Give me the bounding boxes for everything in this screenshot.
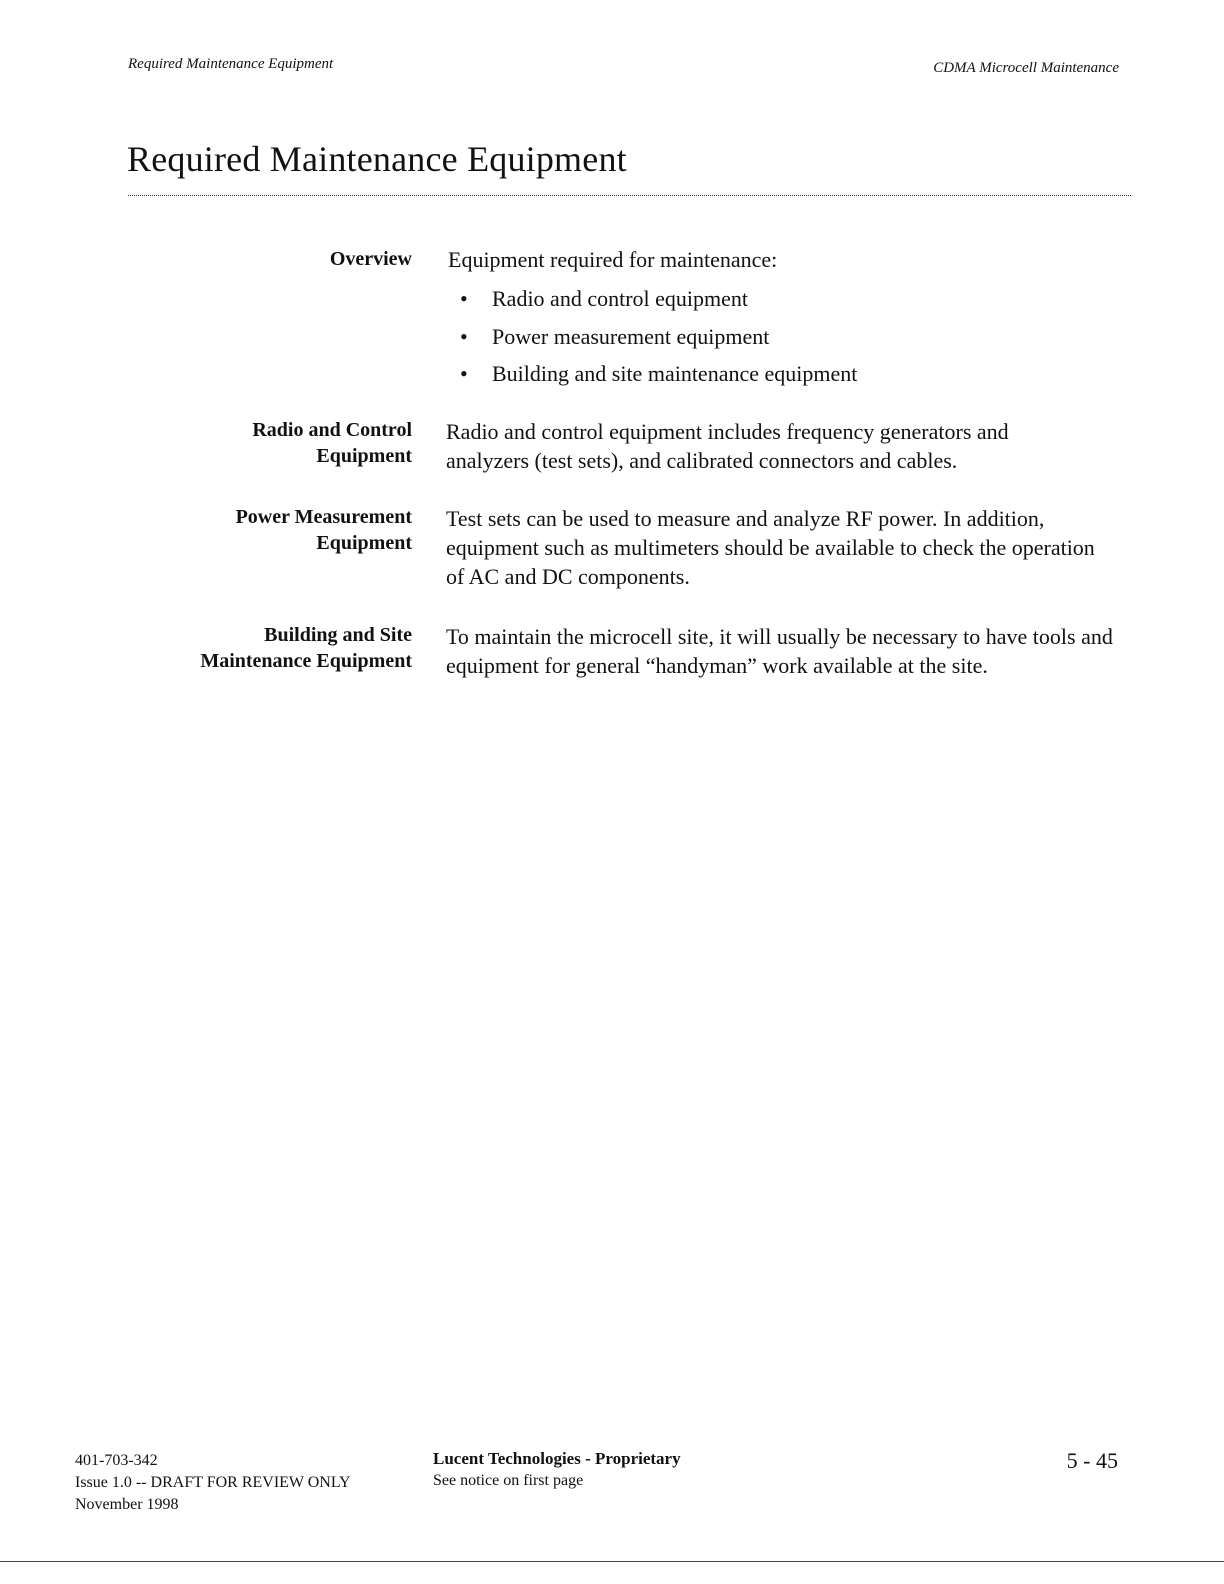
equipment-list: [448, 280, 1138, 393]
footer-proprietary: [433, 1448, 681, 1492]
bullet-icon: •: [460, 286, 468, 311]
power-measurement-label: Power Measurement Equipment: [235, 506, 412, 554]
running-header-right: CDMA Microcell Maintenance: [933, 60, 1119, 76]
building-site-text: To maintain the microcell site, it will usually be necessary to have tools and equipment for general “handyman” work available at the site.: [446, 624, 1113, 678]
radio-control-label: Radio and Control Equipment: [252, 419, 412, 467]
radio-control-text: Radio and control equipment includes frequency generators and analyzers (test sets), and calibrated connectors and cables.: [446, 419, 1009, 473]
overview-label: Overview: [329, 248, 412, 270]
page-title: Required Maintenance Equipment: [127, 139, 627, 179]
list-item: • Radio and control equipment: [448, 280, 1138, 318]
proprietary-notice: Lucent Technologies - Proprietary: [433, 1449, 681, 1468]
list-item: • Power measurement equipment: [448, 318, 1138, 356]
footer-doc-info: [75, 1450, 351, 1516]
running-header-left: Required Maintenance Equipment: [128, 56, 334, 72]
issue-status: Issue 1.0 -- DRAFT FOR REVIEW ONLY: [75, 1474, 351, 1491]
list-item: • Building and site maintenance equipment: [448, 355, 1138, 393]
doc-number: 401-703-342: [75, 1452, 158, 1469]
power-measurement-text: Test sets can be used to measure and analyze RF power. In addition, equipment such as multimeters should be available to check the operation of AC and DC components.: [446, 506, 1095, 589]
overview-intro: Equipment required for maintenance:: [448, 247, 778, 272]
bottom-divider: [0, 1561, 1224, 1562]
bullet-icon: •: [460, 323, 468, 349]
overview-body: [448, 245, 1138, 393]
building-site-label: Building and Site Maintenance Equipment: [200, 624, 412, 672]
title-divider: [128, 195, 1131, 196]
bullet-icon: •: [460, 361, 468, 386]
notice-reference: See notice on first page: [433, 1472, 584, 1489]
issue-date: November 1998: [75, 1496, 179, 1513]
page-number: 5 - 45: [1066, 1448, 1118, 1473]
